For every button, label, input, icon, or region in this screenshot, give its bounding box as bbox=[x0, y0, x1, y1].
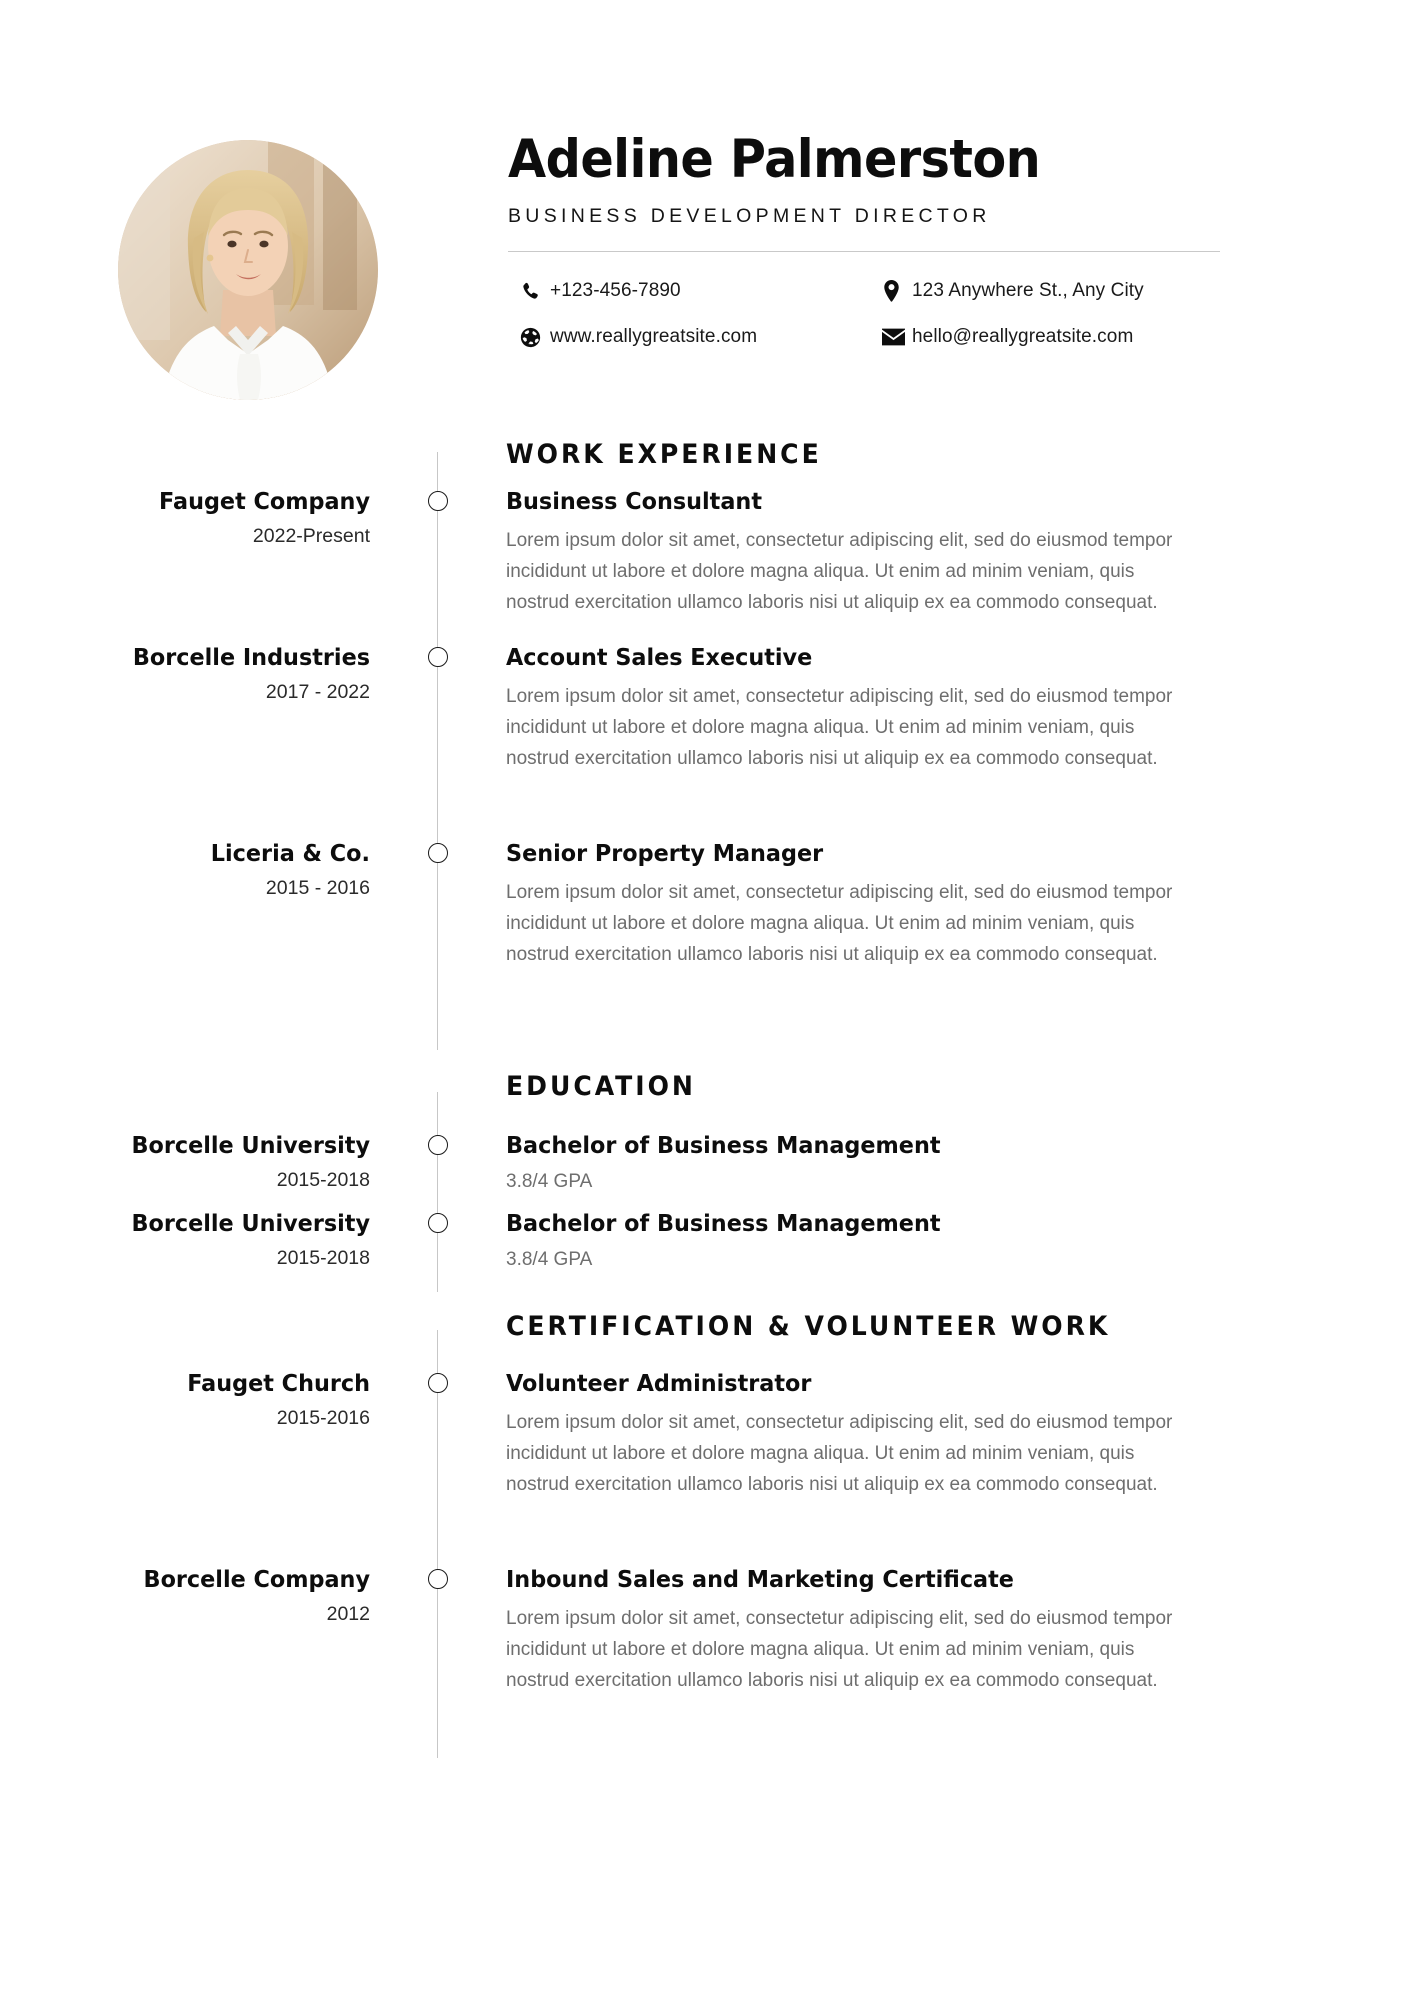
entry-dates: 2022-Present bbox=[252, 525, 370, 547]
entry-dates: 2015-2016 bbox=[276, 1407, 370, 1429]
location-pin-icon bbox=[882, 278, 912, 304]
entry-role: Senior Property Manager bbox=[506, 839, 824, 867]
contact-phone-text: +123-456-7890 bbox=[550, 280, 681, 301]
entry-description: Lorem ipsum dolor sit amet, consectetur adipiscing elit, sed do eiusmod tempor incididunt ut labore et dolore magna aliqua. Ut enim ad minim veniam, quis nostrud exercitation ullamco laboris nisi ut aliquip ex ea commodo consequat. bbox=[506, 686, 1173, 769]
organization-name: Fauget Church bbox=[187, 1369, 370, 1397]
contact-address[interactable] bbox=[876, 278, 1238, 304]
page-title: Adeline Palmerston bbox=[508, 129, 1041, 190]
entry-description: Lorem ipsum dolor sit amet, consectetur adipiscing elit, sed do eiusmod tempor incididunt ut labore et dolore magna aliqua. Ut enim ad minim veniam, quis nostrud exercitation ullamco laboris nisi ut aliquip ex ea commodo consequat. bbox=[506, 882, 1173, 965]
professional-title: BUSINESS DEVELOPMENT DIRECTOR bbox=[508, 205, 991, 227]
section-header-work-experience bbox=[0, 430, 1414, 492]
entry-left-col bbox=[0, 1208, 370, 1271]
entry-description: Lorem ipsum dolor sit amet, consectetur adipiscing elit, sed do eiusmod tempor incididunt ut labore et dolore magna aliqua. Ut enim ad minim veniam, quis nostrud exercitation ullamco laboris nisi ut aliquip ex ea commodo consequat. bbox=[506, 1608, 1173, 1691]
entry-left-col bbox=[0, 1564, 370, 1627]
entry-dates: 2015-2018 bbox=[276, 1169, 370, 1191]
organization-name: Liceria & Co. bbox=[210, 839, 370, 867]
section-title: EDUCATION bbox=[506, 1071, 696, 1102]
contact-email[interactable] bbox=[876, 324, 1238, 350]
section-work-experience bbox=[0, 430, 1414, 1052]
entry-right-col bbox=[506, 1564, 1196, 1696]
resume-header bbox=[0, 0, 1414, 430]
section-header-education bbox=[0, 1052, 1414, 1118]
contact-info-grid bbox=[508, 278, 1238, 350]
entry-description: Lorem ipsum dolor sit amet, consectetur adipiscing elit, sed do eiusmod tempor incididunt ut labore et dolore magna aliqua. Ut enim ad minim veniam, quis nostrud exercitation ullamco laboris nisi ut aliquip ex ea commodo consequat. bbox=[506, 1412, 1173, 1495]
contact-website-text: www.reallygreatsite.com bbox=[550, 326, 758, 347]
entry-left-col bbox=[0, 1368, 370, 1431]
timeline-marker bbox=[428, 1135, 448, 1155]
contact-address-text: 123 Anywhere St., Any City bbox=[912, 280, 1144, 301]
entry-role: Volunteer Administrator bbox=[506, 1369, 812, 1397]
entry-gpa: 3.8/4 GPA bbox=[506, 1249, 593, 1270]
organization-name: Borcelle Company bbox=[143, 1565, 370, 1593]
entry-role: Bachelor of Business Management bbox=[506, 1209, 941, 1237]
entry-dates: 2012 bbox=[326, 1603, 370, 1625]
timeline-marker bbox=[428, 1213, 448, 1233]
entry-left-col bbox=[0, 642, 370, 705]
entry-dates: 2015 - 2016 bbox=[265, 877, 370, 899]
timeline-marker bbox=[428, 647, 448, 667]
certification-entry-2 bbox=[0, 1564, 1414, 1691]
entry-role: Inbound Sales and Marketing Certificate bbox=[506, 1565, 1014, 1593]
entry-left-col bbox=[0, 486, 370, 549]
timeline-marker bbox=[428, 491, 448, 511]
resume-body bbox=[0, 430, 1414, 1752]
entry-dates: 2017 - 2022 bbox=[265, 681, 370, 703]
entry-right-col bbox=[506, 1368, 1196, 1500]
section-certification-volunteer-work bbox=[0, 1292, 1414, 1752]
contact-website[interactable] bbox=[508, 324, 876, 350]
section-title: CERTIFICATION & VOLUNTEER WORK bbox=[506, 1311, 1111, 1342]
work-entry-3 bbox=[0, 838, 1414, 965]
contact-phone[interactable] bbox=[508, 278, 876, 304]
portrait-illustration bbox=[118, 140, 378, 400]
entry-right-col bbox=[506, 838, 1196, 970]
contact-email-text: hello@reallygreatsite.com bbox=[912, 326, 1134, 347]
entry-dates: 2015-2018 bbox=[276, 1247, 370, 1269]
organization-name: Borcelle Industries bbox=[132, 643, 370, 671]
entry-right-col bbox=[506, 1208, 1196, 1273]
entry-right-col bbox=[506, 642, 1196, 774]
organization-name: Fauget Company bbox=[159, 487, 370, 515]
timeline-marker bbox=[428, 843, 448, 863]
work-entry-2 bbox=[0, 642, 1414, 769]
entry-gpa: 3.8/4 GPA bbox=[506, 1171, 593, 1192]
section-education bbox=[0, 1052, 1414, 1292]
header-divider bbox=[508, 251, 1220, 252]
certification-entry-1 bbox=[0, 1368, 1414, 1495]
entry-right-col bbox=[506, 1130, 1196, 1195]
education-entry-1 bbox=[0, 1130, 1414, 1192]
education-entry-2 bbox=[0, 1208, 1414, 1270]
timeline-line-education bbox=[437, 1092, 438, 1292]
entry-left-col bbox=[0, 1130, 370, 1193]
phone-icon bbox=[520, 278, 550, 304]
timeline-line-work bbox=[437, 452, 438, 1050]
section-title: WORK EXPERIENCE bbox=[506, 439, 822, 470]
organization-name: Borcelle University bbox=[131, 1209, 370, 1237]
timeline-marker bbox=[428, 1569, 448, 1589]
entry-right-col bbox=[506, 486, 1196, 618]
entry-description: Lorem ipsum dolor sit amet, consectetur adipiscing elit, sed do eiusmod tempor incididunt ut labore et dolore magna aliqua. Ut enim ad minim veniam, quis nostrud exercitation ullamco laboris nisi ut aliquip ex ea commodo consequat. bbox=[506, 530, 1173, 613]
envelope-icon bbox=[882, 324, 912, 350]
timeline-marker bbox=[428, 1373, 448, 1393]
header-text-block bbox=[508, 130, 1238, 350]
globe-icon bbox=[520, 324, 550, 350]
entry-left-col bbox=[0, 838, 370, 901]
entry-role: Bachelor of Business Management bbox=[506, 1131, 941, 1159]
section-header-certification bbox=[0, 1292, 1414, 1358]
entry-role: Business Consultant bbox=[506, 487, 762, 515]
profile-photo bbox=[118, 140, 378, 400]
work-entry-1 bbox=[0, 486, 1414, 613]
entry-role: Account Sales Executive bbox=[506, 643, 813, 671]
organization-name: Borcelle University bbox=[131, 1131, 370, 1159]
